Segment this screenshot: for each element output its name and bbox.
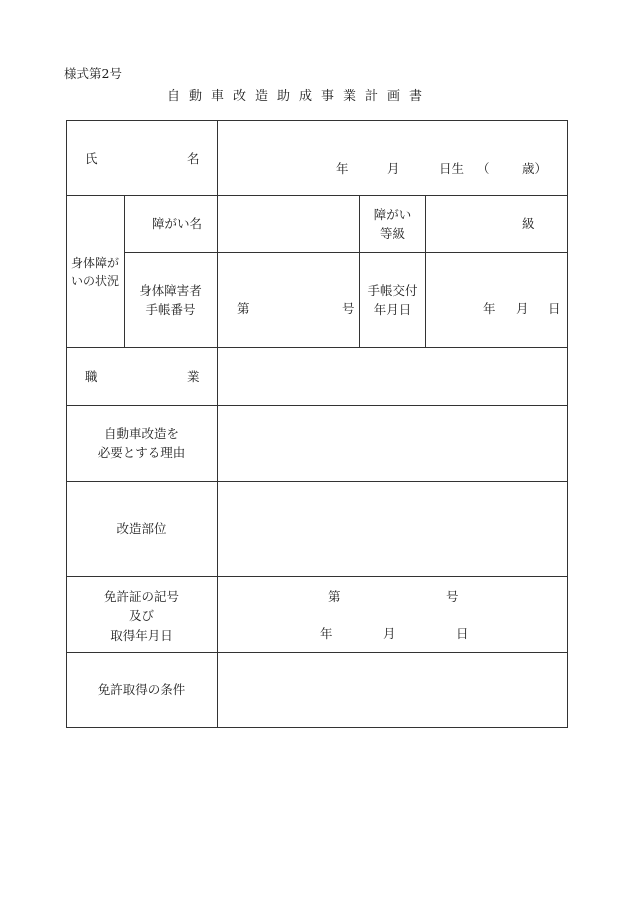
issue-month-unit: 月 <box>516 301 529 316</box>
license-day-unit: 日 <box>456 626 469 641</box>
label-line: 等級 <box>379 225 405 241</box>
row-divider <box>66 481 568 482</box>
application-form-table <box>66 120 568 728</box>
handbook-number-prefix: 第 <box>237 301 250 316</box>
label-line: 身体障害者 <box>139 283 202 298</box>
row-divider <box>124 252 568 253</box>
license-number-prefix: 第 <box>328 589 341 604</box>
name-label-second: 名 <box>187 151 200 166</box>
table-border-bottom <box>66 727 568 728</box>
disability-subcolumn-divider <box>425 195 426 347</box>
table-border-top <box>66 120 568 121</box>
label-line: 手帳交付 <box>367 283 418 298</box>
label-line: 障がい <box>373 207 412 222</box>
license-conditions-label: 免許取得の条件 <box>97 682 186 697</box>
row-divider <box>66 405 568 406</box>
birth-day-unit: 日生 <box>439 161 465 176</box>
age-paren-open: （ <box>477 161 490 176</box>
row-divider <box>66 652 568 653</box>
label-line: 必要とする理由 <box>97 444 186 460</box>
modification-parts-label: 改造部位 <box>116 521 167 536</box>
handbook-number-suffix: 号 <box>342 301 355 316</box>
label-line: 手帳番号 <box>145 301 196 317</box>
label-line: 免許証の記号 <box>103 589 179 604</box>
handbook-issue-date-label <box>360 282 425 320</box>
disability-grade-label <box>360 206 425 244</box>
birth-year-unit: 年 <box>336 161 349 176</box>
occupation-label-second: 業 <box>187 369 200 384</box>
label-line: 身体障が <box>70 256 119 270</box>
disability-subcolumn-divider <box>124 195 125 347</box>
age-unit: 歳） <box>522 161 548 176</box>
label-line: 年月日 <box>373 301 412 317</box>
label-column-divider <box>217 120 218 728</box>
license-month-unit: 月 <box>383 626 396 641</box>
row-divider <box>66 195 568 196</box>
form-number: 様式第2号 <box>64 66 122 81</box>
license-year-unit: 年 <box>320 626 333 641</box>
modification-reason-label <box>66 425 217 463</box>
label-line: 自動車改造を <box>103 426 179 441</box>
label-line: 取得年月日 <box>110 627 173 643</box>
license-label <box>66 587 217 645</box>
row-divider <box>66 576 568 577</box>
label-line: 及び <box>128 608 154 624</box>
issue-year-unit: 年 <box>483 301 496 316</box>
license-number-suffix: 号 <box>446 589 459 604</box>
label-line: いの状況 <box>70 274 119 288</box>
birth-month-unit: 月 <box>387 161 400 176</box>
document-title: 自動車改造助成事業計画書 <box>167 89 432 104</box>
issue-day-unit: 日 <box>548 301 561 316</box>
handbook-number-label <box>124 282 217 320</box>
occupation-label: 職 <box>85 369 98 384</box>
disability-status-label <box>66 254 124 290</box>
grade-unit: 級 <box>522 216 535 231</box>
row-divider <box>66 347 568 348</box>
name-label: 氏 <box>85 151 98 166</box>
table-border-right <box>567 120 568 728</box>
disability-name-label: 障がい名 <box>152 216 203 231</box>
